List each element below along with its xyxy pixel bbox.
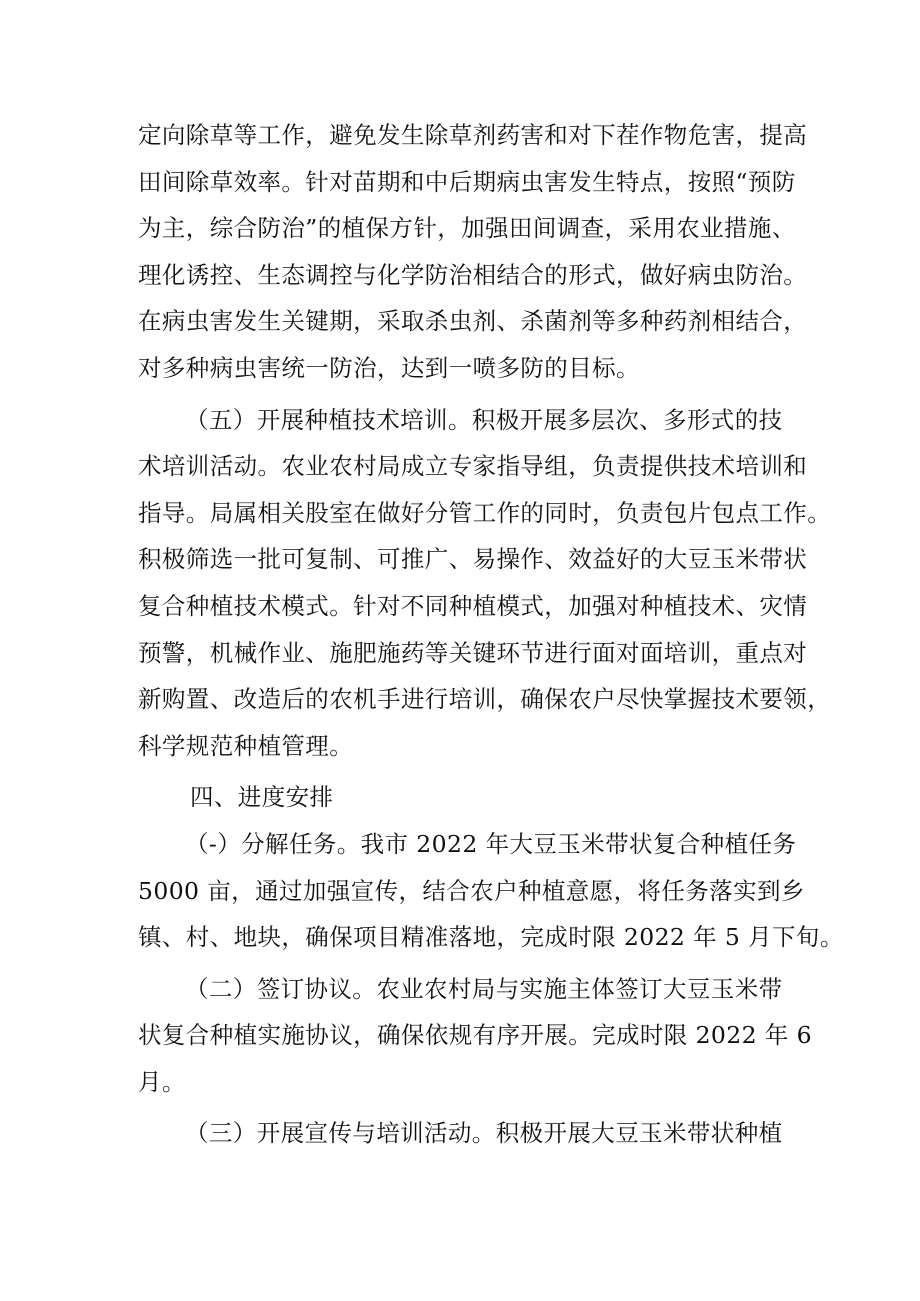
- text-line: 科学规范种植管理。: [138, 731, 354, 760]
- text-line: 定向除草等工作，避免发生除草剂药害和对下茬作物危害，提高: [138, 121, 808, 149]
- text-line: 对多种病虫害统一防治，达到一喷多防的目标。: [138, 353, 640, 382]
- paragraph-weeding-pest-control: [138, 112, 808, 392]
- text-line: 复合种植技术模式。针对不同种植模式，加强对种植技术、灾情: [138, 591, 808, 620]
- paragraph-task-breakdown: [138, 821, 844, 961]
- text-line: 田间除草效率。针对苗期和中后期病虫害发生特点，按照“预防: [138, 167, 796, 196]
- text-line: （三）开展宣传与培训活动。积极开展大豆玉米带状种植: [185, 1119, 783, 1148]
- text-line: （-）分解任务。我市 2022 年大豆玉米带状复合种植任务: [185, 829, 797, 858]
- text-line: 镇、村、地块，确保项目精准落地，完成时限 2022 年 5 月下旬。: [138, 923, 844, 952]
- text-line: 积极筛选一批可复制、可推广、易操作、效益好的大豆玉米带状: [138, 545, 808, 574]
- text-line: 新购置、改造后的农机手进行培训，确保农户尽快掌握技术要领，: [138, 685, 832, 714]
- text-line: 为主，综合防治”的植保方针，加强田间调查，采用农业措施、: [138, 214, 796, 243]
- text-line: （五）开展种植技术培训。积极开展多层次、多形式的技: [185, 405, 783, 434]
- text-line: 5000 亩，通过加强宣传，结合农户种植意愿，将任务落实到乡: [138, 876, 805, 905]
- text-line: 月。: [138, 1067, 186, 1096]
- paragraph-publicity-training: [138, 1110, 802, 1157]
- paragraph-training: [138, 397, 832, 770]
- section-heading-schedule: [138, 774, 802, 821]
- document-body: [138, 112, 844, 1157]
- text-line: 状复合种植实施协议，确保依规有序开展。完成时限 2022 年 6: [138, 1021, 812, 1050]
- section-heading: 四、进度安排: [190, 783, 334, 812]
- text-line: 在病虫害发生关键期，采取杀虫剂、杀菌剂等多种药剂相结合，: [138, 307, 808, 336]
- text-line: 预警，机械作业、施肥施药等关键环节进行面对面培训，重点对: [138, 638, 808, 667]
- text-line: 术培训活动。农业农村局成立专家指导组，负责提供技术培训和: [138, 452, 808, 481]
- paragraph-agreement: [138, 966, 812, 1106]
- text-line: 理化诱控、生态调控与化学防治相结合的形式，做好病虫防治。: [138, 260, 808, 289]
- text-line: 指导。局属相关股室在做好分管工作的同时，负责包片包点工作。: [138, 498, 832, 527]
- text-line: （二）签订协议。农业农村局与实施主体签订大豆玉米带: [185, 974, 783, 1003]
